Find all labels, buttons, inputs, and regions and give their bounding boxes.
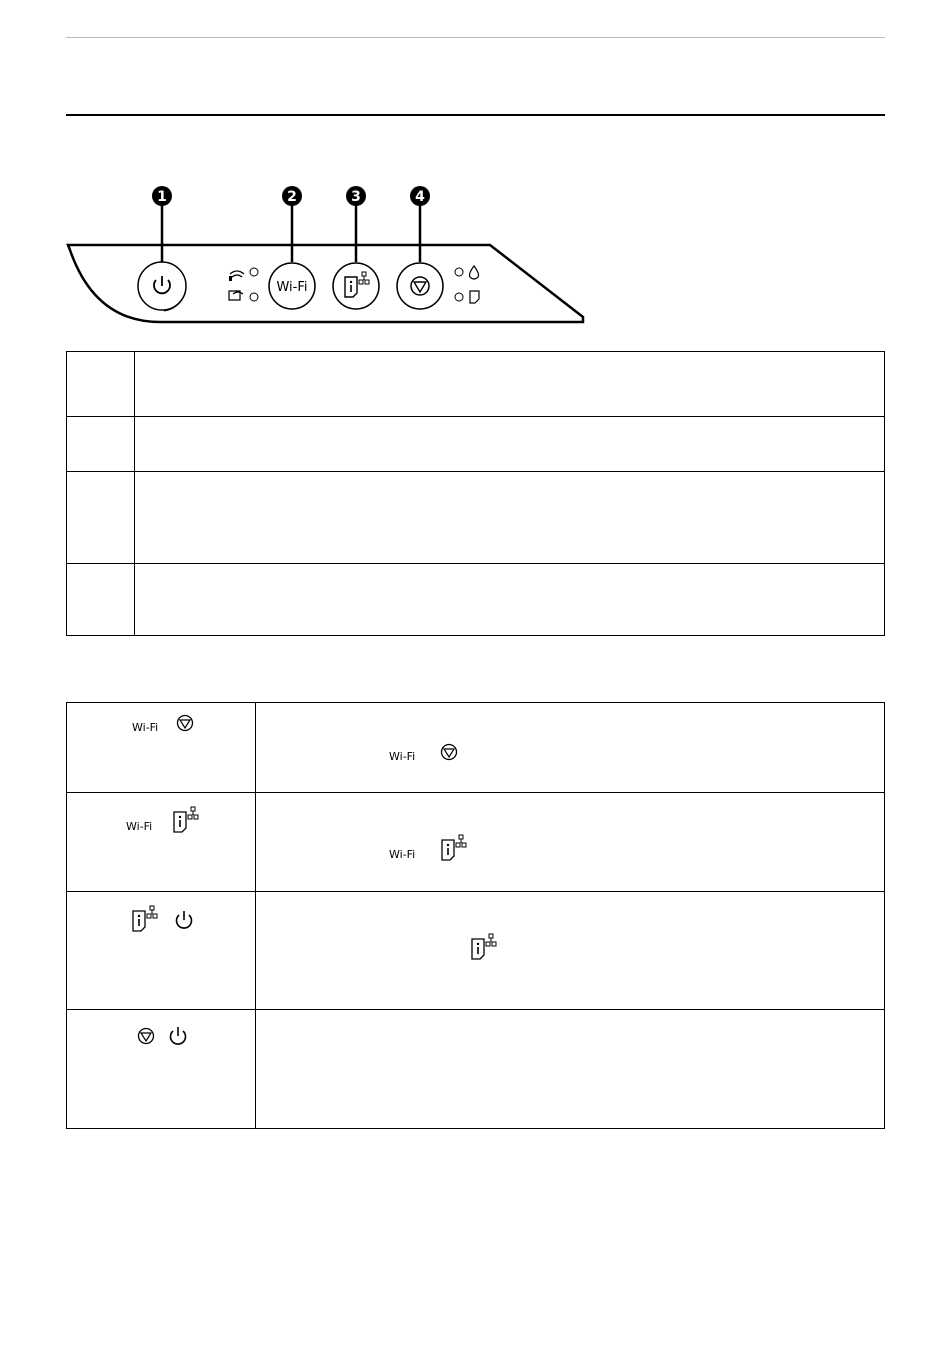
combo-cell: [67, 793, 256, 892]
network-status-icon: [131, 904, 161, 934]
callout-1: [152, 186, 172, 206]
header-rule: [66, 37, 885, 38]
button-description-cell: [135, 472, 885, 564]
button-number-cell: [67, 564, 135, 636]
button-description-cell: [135, 564, 885, 636]
control-panel-illustration: [60, 178, 600, 328]
table-row: [67, 1010, 885, 1129]
table-row: [67, 793, 885, 892]
callout-number-1: 1: [157, 189, 167, 205]
callout-number-3: 3: [351, 189, 361, 205]
stop-button[interactable]: [397, 263, 443, 309]
combo-cell: [67, 892, 256, 1010]
button-number-cell: [67, 472, 135, 564]
wifi-direct-led: [250, 293, 258, 301]
power-icon: [174, 909, 194, 929]
network-status-icon: [470, 932, 500, 962]
button-number-cell: [67, 352, 135, 417]
table-row: [67, 892, 885, 1010]
button-description-table: [66, 351, 885, 636]
combo-description-cell: [256, 793, 885, 892]
combo-cell: [67, 1010, 256, 1129]
stop-icon: [440, 743, 458, 761]
combo-description-cell: [256, 1010, 885, 1129]
wifi-light-icon: [229, 271, 244, 281]
wifi-led: [250, 268, 258, 276]
combo-description-cell: [256, 892, 885, 1010]
button-number-cell: [67, 417, 135, 472]
button-description-cell: [135, 352, 885, 417]
wifi-text-icon: Wi-Fi: [132, 721, 159, 734]
wifi-direct-light-icon: [229, 291, 243, 300]
power-button[interactable]: [138, 262, 186, 311]
network-status-button[interactable]: [333, 263, 379, 309]
button-combination-table: [66, 702, 885, 1129]
wifi-text-icon: Wi-Fi: [389, 848, 416, 861]
wifi-button[interactable]: [269, 263, 315, 309]
combo-description-cell: [256, 703, 885, 793]
table-row: [67, 703, 885, 793]
section-title-rule: [66, 114, 885, 116]
callout-4: [410, 186, 430, 206]
table-row: [67, 417, 885, 472]
network-status-icon: [440, 833, 470, 863]
callout-3: [346, 186, 366, 206]
table-row: [67, 472, 885, 564]
wifi-text-icon: Wi-Fi: [389, 750, 416, 763]
ink-led: [455, 268, 463, 276]
ink-drop-icon: [470, 266, 479, 279]
wifi-text-icon: Wi-Fi: [126, 820, 153, 833]
table-row: [67, 564, 885, 636]
paper-led: [455, 293, 463, 301]
network-status-icon: [172, 805, 202, 835]
stop-icon: [137, 1027, 155, 1045]
paper-icon: [470, 291, 479, 303]
callout-number-4: 4: [415, 189, 425, 205]
power-icon: [168, 1025, 188, 1045]
combo-cell: [67, 703, 256, 793]
stop-icon: [176, 714, 194, 732]
button-description-cell: [135, 417, 885, 472]
wifi-button-label: Wi-Fi: [276, 280, 308, 295]
callout-number-2: 2: [287, 189, 297, 205]
table-row: [67, 352, 885, 417]
callout-2: [282, 186, 302, 206]
